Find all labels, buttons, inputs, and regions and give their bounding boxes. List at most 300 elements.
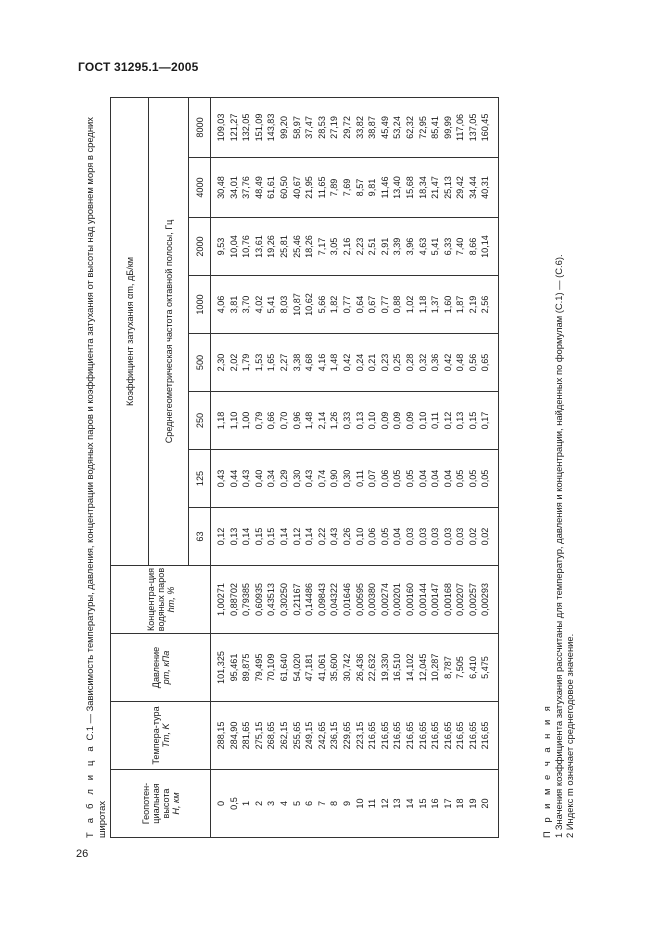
table-cell: 0 [211, 769, 228, 837]
table-cell: 4 [278, 769, 291, 837]
table-cell: 0,09843 [316, 565, 329, 633]
table-cell: 0,79385 [240, 565, 253, 633]
table-cell: 15 [417, 769, 430, 837]
header-pressure: Давление pm, кПа [111, 633, 211, 701]
table-cell: 60,50 [278, 157, 291, 217]
table-cell: 1,00 [240, 391, 253, 449]
table-cell: 62,32 [404, 97, 417, 157]
table-cell: 33,82 [354, 97, 367, 157]
table-cell: 216,65 [454, 701, 467, 769]
table-cell: 0,00380 [366, 565, 379, 633]
table-cell: 0,00207 [454, 565, 467, 633]
header-height: Геопотен-циальная высота H, км [111, 769, 211, 837]
table-cell: 7,17 [316, 217, 329, 275]
table-cell: 35,600 [328, 633, 341, 701]
table-cell: 0,44 [228, 449, 241, 507]
table-cell: 38,87 [366, 97, 379, 157]
table-cell: 216,65 [467, 701, 480, 769]
table-row [429, 97, 442, 837]
table-cell: 0,06 [379, 449, 392, 507]
table-cell: 61,61 [265, 157, 278, 217]
table-cell: 0,04 [391, 507, 404, 565]
table-cell: 25,81 [278, 217, 291, 275]
table-cell: 0,01646 [341, 565, 354, 633]
table-row [328, 97, 341, 837]
table-cell: 6,410 [467, 633, 480, 701]
rotated-table-region [82, 95, 582, 840]
table-cell: 1,18 [417, 275, 430, 333]
table-cell: 3,81 [228, 275, 241, 333]
table-cell: 2,27 [278, 333, 291, 391]
data-table [110, 96, 499, 837]
table-cell: 8 [328, 769, 341, 837]
table-cell: 0,40 [253, 449, 266, 507]
table-cell: 20 [479, 769, 498, 837]
table-cell: 4,68 [303, 333, 316, 391]
table-cell: 1,37 [429, 275, 442, 333]
table-cell: 0,13 [454, 391, 467, 449]
table-cell: 0,07 [366, 449, 379, 507]
table-caption [84, 98, 108, 838]
table-cell: 0,12 [211, 507, 228, 565]
table-cell: 0,05 [479, 449, 498, 507]
table-cell: 0,21 [366, 333, 379, 391]
table-cell: 4,63 [417, 217, 430, 275]
table-cell: 8,66 [467, 217, 480, 275]
table-cell: 9,53 [211, 217, 228, 275]
table-cell: 1,87 [454, 275, 467, 333]
table-cell: 18 [454, 769, 467, 837]
table-cell: 34,44 [467, 157, 480, 217]
table-cell: 2,02 [228, 333, 241, 391]
table-cell: 0,74 [316, 449, 329, 507]
table-cell: 0,10 [366, 391, 379, 449]
table-cell: 0,13 [354, 391, 367, 449]
table-row [211, 97, 228, 837]
table-cell: 284,90 [228, 701, 241, 769]
table-cell: 12 [379, 769, 392, 837]
document-title: ГОСТ 31295.1—2005 [78, 60, 199, 74]
table-cell: 8,787 [442, 633, 455, 701]
table-cell: 2 [253, 769, 266, 837]
table-cell: 6,33 [442, 217, 455, 275]
table-cell: 117,06 [454, 97, 467, 157]
table-cell: 29,72 [341, 97, 354, 157]
table-cell: 0,05 [391, 449, 404, 507]
table-cell: 1,02 [404, 275, 417, 333]
table-cell: 216,65 [417, 701, 430, 769]
table-cell: 10 [354, 769, 367, 837]
table-cell: 0,43 [240, 449, 253, 507]
header-freq-500: 500 [189, 333, 211, 391]
table-cell: 0,88 [391, 275, 404, 333]
table-cell: 0,17 [479, 391, 498, 449]
table-cell: 3,39 [391, 217, 404, 275]
table-cell: 14,102 [404, 633, 417, 701]
table-cell: 40,67 [291, 157, 304, 217]
table-cell: 5,66 [316, 275, 329, 333]
table-row [479, 97, 498, 837]
table-cell: 48,49 [253, 157, 266, 217]
table-cell: 0,00147 [429, 565, 442, 633]
table-cell: 0,00160 [404, 565, 417, 633]
table-cell: 34,01 [228, 157, 241, 217]
table-cell: 4,16 [316, 333, 329, 391]
table-cell: 160,45 [479, 97, 498, 157]
table-cell: 30,48 [211, 157, 228, 217]
table-cell: 25,13 [442, 157, 455, 217]
table-cell: 72,95 [417, 97, 430, 157]
table-cell: 101,325 [211, 633, 228, 701]
table-cell: 0,03 [429, 507, 442, 565]
table-row [316, 97, 329, 837]
table-cell: 95,461 [228, 633, 241, 701]
table-cell: 0,21167 [291, 565, 304, 633]
table-cell: 0,43 [211, 449, 228, 507]
table-cell: 288,15 [211, 701, 228, 769]
header-freq-125: 125 [189, 449, 211, 507]
header-freq-4000: 4000 [189, 157, 211, 217]
table-cell: 0,60935 [253, 565, 266, 633]
table-cell: 1,82 [328, 275, 341, 333]
table-cell: 0,05 [404, 449, 417, 507]
table-cell: 0,90 [328, 449, 341, 507]
table-cell: 0,02 [479, 507, 498, 565]
table-cell: 281,65 [240, 701, 253, 769]
table-cell: 0,88702 [228, 565, 241, 633]
table-cell: 223,15 [354, 701, 367, 769]
table-cell: 4,02 [253, 275, 266, 333]
table-cell: 137,05 [467, 97, 480, 157]
table-cell: 11 [366, 769, 379, 837]
table-cell: 27,19 [328, 97, 341, 157]
table-cell: 0,30 [341, 449, 354, 507]
table-cell: 0,00274 [379, 565, 392, 633]
table-cell: 1,65 [265, 333, 278, 391]
rotated-content [84, 98, 580, 838]
table-row [341, 97, 354, 837]
table-cell: 99,20 [278, 97, 291, 157]
table-cell: 0,11 [429, 391, 442, 449]
table-cell: 12,045 [417, 633, 430, 701]
table-cell: 16 [429, 769, 442, 837]
table-cell: 30,742 [341, 633, 354, 701]
table-cell: 11,65 [316, 157, 329, 217]
table-cell: 7,89 [328, 157, 341, 217]
table-cell: 0,05 [454, 449, 467, 507]
table-cell: 54,020 [291, 633, 304, 701]
table-cell: 0,12 [442, 391, 455, 449]
table-cell: 0,11 [354, 449, 367, 507]
table-row [442, 97, 455, 837]
table-cell: 70,109 [265, 633, 278, 701]
table-cell: 3,96 [404, 217, 417, 275]
table-cell: 0,10 [417, 391, 430, 449]
table-cell: 7,505 [454, 633, 467, 701]
table-cell: 1,10 [228, 391, 241, 449]
table-cell: 0,13 [228, 507, 241, 565]
table-cell: 216,65 [479, 701, 498, 769]
table-cell: 4,06 [211, 275, 228, 333]
table-cell: 0,22 [316, 507, 329, 565]
table-cell: 249,15 [303, 701, 316, 769]
table-cell: 0,06 [366, 507, 379, 565]
table-cell: 275,15 [253, 701, 266, 769]
table-cell: 41,061 [316, 633, 329, 701]
table-cell: 2,56 [479, 275, 498, 333]
header-temperature: Темпера-тура Tm, K [111, 701, 211, 769]
table-cell: 0,64 [354, 275, 367, 333]
table-cell: 0,96 [291, 391, 304, 449]
table-cell: 0,03 [442, 507, 455, 565]
table-row [417, 97, 430, 837]
table-cell: 0,43 [328, 507, 341, 565]
table-cell: 9 [341, 769, 354, 837]
header-frequency-group: Среднегеометрическая частота октавной полосы, Гц [149, 97, 189, 565]
table-cell: 0,32 [417, 333, 430, 391]
table-cell: 0,00168 [442, 565, 455, 633]
table-cell: 21,95 [303, 157, 316, 217]
table-cell: 216,65 [429, 701, 442, 769]
table-cell: 216,65 [404, 701, 417, 769]
table-cell: 10,14 [479, 217, 498, 275]
header-attenuation: Коэффициент затухания αm, дБ/км [111, 97, 149, 565]
table-row [454, 97, 467, 837]
table-cell: 2,23 [354, 217, 367, 275]
table-cell: 0,77 [341, 275, 354, 333]
table-cell: 0,09 [404, 391, 417, 449]
table-cell: 1,26 [328, 391, 341, 449]
table-cell: 19 [467, 769, 480, 837]
table-cell: 0,26 [341, 507, 354, 565]
table-cell: 0,04 [429, 449, 442, 507]
table-cell: 3,38 [291, 333, 304, 391]
header-freq-63: 63 [189, 507, 211, 565]
table-cell: 10,04 [228, 217, 241, 275]
table-cell: 0,66 [265, 391, 278, 449]
table-cell: 0,04 [442, 449, 455, 507]
table-cell: 262,15 [278, 701, 291, 769]
table-cell: 0,79 [253, 391, 266, 449]
table-cell: 13 [391, 769, 404, 837]
table-cell: 85,41 [429, 97, 442, 157]
table-cell: 151,09 [253, 97, 266, 157]
table-cell: 2,19 [467, 275, 480, 333]
table-cell: 0,15 [467, 391, 480, 449]
table-cell: 13,40 [391, 157, 404, 217]
header-concentration: Концентра-ция водяных паров hm, % [111, 565, 211, 633]
table-cell: 0,00257 [467, 565, 480, 633]
table-row [467, 97, 480, 837]
table-cell: 5 [291, 769, 304, 837]
table-cell: 0,03 [454, 507, 467, 565]
table-cell: 0,5 [228, 769, 241, 837]
table-row [379, 97, 392, 837]
table-cell: 8,57 [354, 157, 367, 217]
table-cell: 37,76 [240, 157, 253, 217]
table-cell: 5,41 [265, 275, 278, 333]
table-cell: 2,51 [366, 217, 379, 275]
table-row [278, 97, 291, 837]
table-cell: 0,77 [379, 275, 392, 333]
table-cell: 10,62 [303, 275, 316, 333]
table-cell: 1 [240, 769, 253, 837]
table-cell: 58,97 [291, 97, 304, 157]
header-freq-8000: 8000 [189, 97, 211, 157]
table-cell: 40,31 [479, 157, 498, 217]
table-cell: 6 [303, 769, 316, 837]
table-cell: 242,65 [316, 701, 329, 769]
table-cell: 1,48 [328, 333, 341, 391]
table-cell: 5,41 [429, 217, 442, 275]
caption-text: С.1 — Зависимость температуры, давления, концентрации водяных паров и коэффициента затухания от высоты над уровнем моря в средних широтах [84, 116, 107, 838]
table-cell: 1,48 [303, 391, 316, 449]
table-cell: 14 [404, 769, 417, 837]
table-cell: 0,00144 [417, 565, 430, 633]
table-cell: 61,640 [278, 633, 291, 701]
table-cell: 3 [265, 769, 278, 837]
table-cell: 0,30 [291, 449, 304, 507]
table-cell: 0,12 [291, 507, 304, 565]
table-cell: 53,24 [391, 97, 404, 157]
table-cell: 16,510 [391, 633, 404, 701]
table-cell: 0,33 [341, 391, 354, 449]
table-cell: 18,34 [417, 157, 430, 217]
table-row [228, 97, 241, 837]
table-cell: 132,05 [240, 97, 253, 157]
table-cell: 17 [442, 769, 455, 837]
table-cell: 109,03 [211, 97, 228, 157]
table-cell: 10,87 [291, 275, 304, 333]
table-cell: 3,05 [328, 217, 341, 275]
header-freq-250: 250 [189, 391, 211, 449]
table-row [265, 97, 278, 837]
table-row [303, 97, 316, 837]
table-cell: 9,81 [366, 157, 379, 217]
table-cell: 19,26 [265, 217, 278, 275]
notes-title: П р и м е ч а н и я [541, 702, 552, 838]
table-cell: 1,18 [211, 391, 228, 449]
table-cell: 0,09 [379, 391, 392, 449]
header-freq-1000: 1000 [189, 275, 211, 333]
table-cell: 0,00293 [479, 565, 498, 633]
table-cell: 0,30250 [278, 565, 291, 633]
table-cell: 2,16 [341, 217, 354, 275]
table-notes [541, 98, 576, 838]
table-cell: 1,60 [442, 275, 455, 333]
table-cell: 15,68 [404, 157, 417, 217]
table-cell: 0,02 [467, 507, 480, 565]
table-row [240, 97, 253, 837]
table-cell: 0,00201 [391, 565, 404, 633]
table-cell: 216,65 [442, 701, 455, 769]
table-cell: 10,287 [429, 633, 442, 701]
table-cell: 7,40 [454, 217, 467, 275]
table-cell: 0,56 [467, 333, 480, 391]
table-cell: 19,330 [379, 633, 392, 701]
table-row [391, 97, 404, 837]
page-number: 26 [76, 848, 89, 860]
table-cell: 1,79 [240, 333, 253, 391]
table-row [253, 97, 266, 837]
table-cell: 143,83 [265, 97, 278, 157]
table-cell: 0,03 [404, 507, 417, 565]
table-cell: 0,42 [341, 333, 354, 391]
table-cell: 216,65 [391, 701, 404, 769]
table-cell: 0,00595 [354, 565, 367, 633]
table-cell: 1,00271 [211, 565, 228, 633]
table-row [354, 97, 367, 837]
table-cell: 8,03 [278, 275, 291, 333]
table-cell: 0,70 [278, 391, 291, 449]
table-cell: 216,65 [379, 701, 392, 769]
table-cell: 10,76 [240, 217, 253, 275]
table-cell: 79,495 [253, 633, 266, 701]
table-cell: 99,99 [442, 97, 455, 157]
table-cell: 0,05 [379, 507, 392, 565]
table-cell: 0,15 [253, 507, 266, 565]
table-cell: 121,27 [228, 97, 241, 157]
table-cell: 0,43513 [265, 565, 278, 633]
table-cell: 18,26 [303, 217, 316, 275]
table-cell: 0,43 [303, 449, 316, 507]
table-row [404, 97, 417, 837]
note-2: 2 Индекс m означает среднегодовое значение. [564, 633, 575, 838]
table-cell: 2,30 [211, 333, 228, 391]
table-cell: 0,04 [417, 449, 430, 507]
table-row [291, 97, 304, 837]
table-cell: 29,42 [454, 157, 467, 217]
table-cell: 45,49 [379, 97, 392, 157]
table-cell: 7,69 [341, 157, 354, 217]
table-cell: 0,09 [391, 391, 404, 449]
table-cell: 0,42 [442, 333, 455, 391]
table-cell: 21,47 [429, 157, 442, 217]
table-cell: 0,04322 [328, 565, 341, 633]
table-cell: 0,14 [278, 507, 291, 565]
table-cell: 0,14486 [303, 565, 316, 633]
table-cell: 0,36 [429, 333, 442, 391]
table-cell: 0,34 [265, 449, 278, 507]
table-cell: 0,23 [379, 333, 392, 391]
table-cell: 0,14 [303, 507, 316, 565]
table-cell: 5,475 [479, 633, 498, 701]
table-cell: 0,03 [417, 507, 430, 565]
table-cell: 3,70 [240, 275, 253, 333]
table-cell: 0,29 [278, 449, 291, 507]
table-cell: 255,65 [291, 701, 304, 769]
table-cell: 25,46 [291, 217, 304, 275]
table-cell: 0,14 [240, 507, 253, 565]
header-freq-2000: 2000 [189, 217, 211, 275]
table-cell: 2,91 [379, 217, 392, 275]
table-cell: 22,632 [366, 633, 379, 701]
table-cell: 89,875 [240, 633, 253, 701]
table-cell: 0,65 [479, 333, 498, 391]
table-cell: 26,436 [354, 633, 367, 701]
caption-label: Т а б л и ц а [84, 742, 95, 838]
note-1: 1 Значения коэффициента затухания рассчитаны для температур, давления и концентрации, найденных по формулам (С.1) — (С.6). [552, 253, 564, 838]
table-cell: 37,47 [303, 97, 316, 157]
table-cell: 47,181 [303, 633, 316, 701]
table-cell: 2,14 [316, 391, 329, 449]
table-cell: 229,65 [341, 701, 354, 769]
table-cell: 13,61 [253, 217, 266, 275]
table-cell: 0,48 [454, 333, 467, 391]
table-cell: 0,28 [404, 333, 417, 391]
table-cell: 0,10 [354, 507, 367, 565]
table-cell: 268,65 [265, 701, 278, 769]
